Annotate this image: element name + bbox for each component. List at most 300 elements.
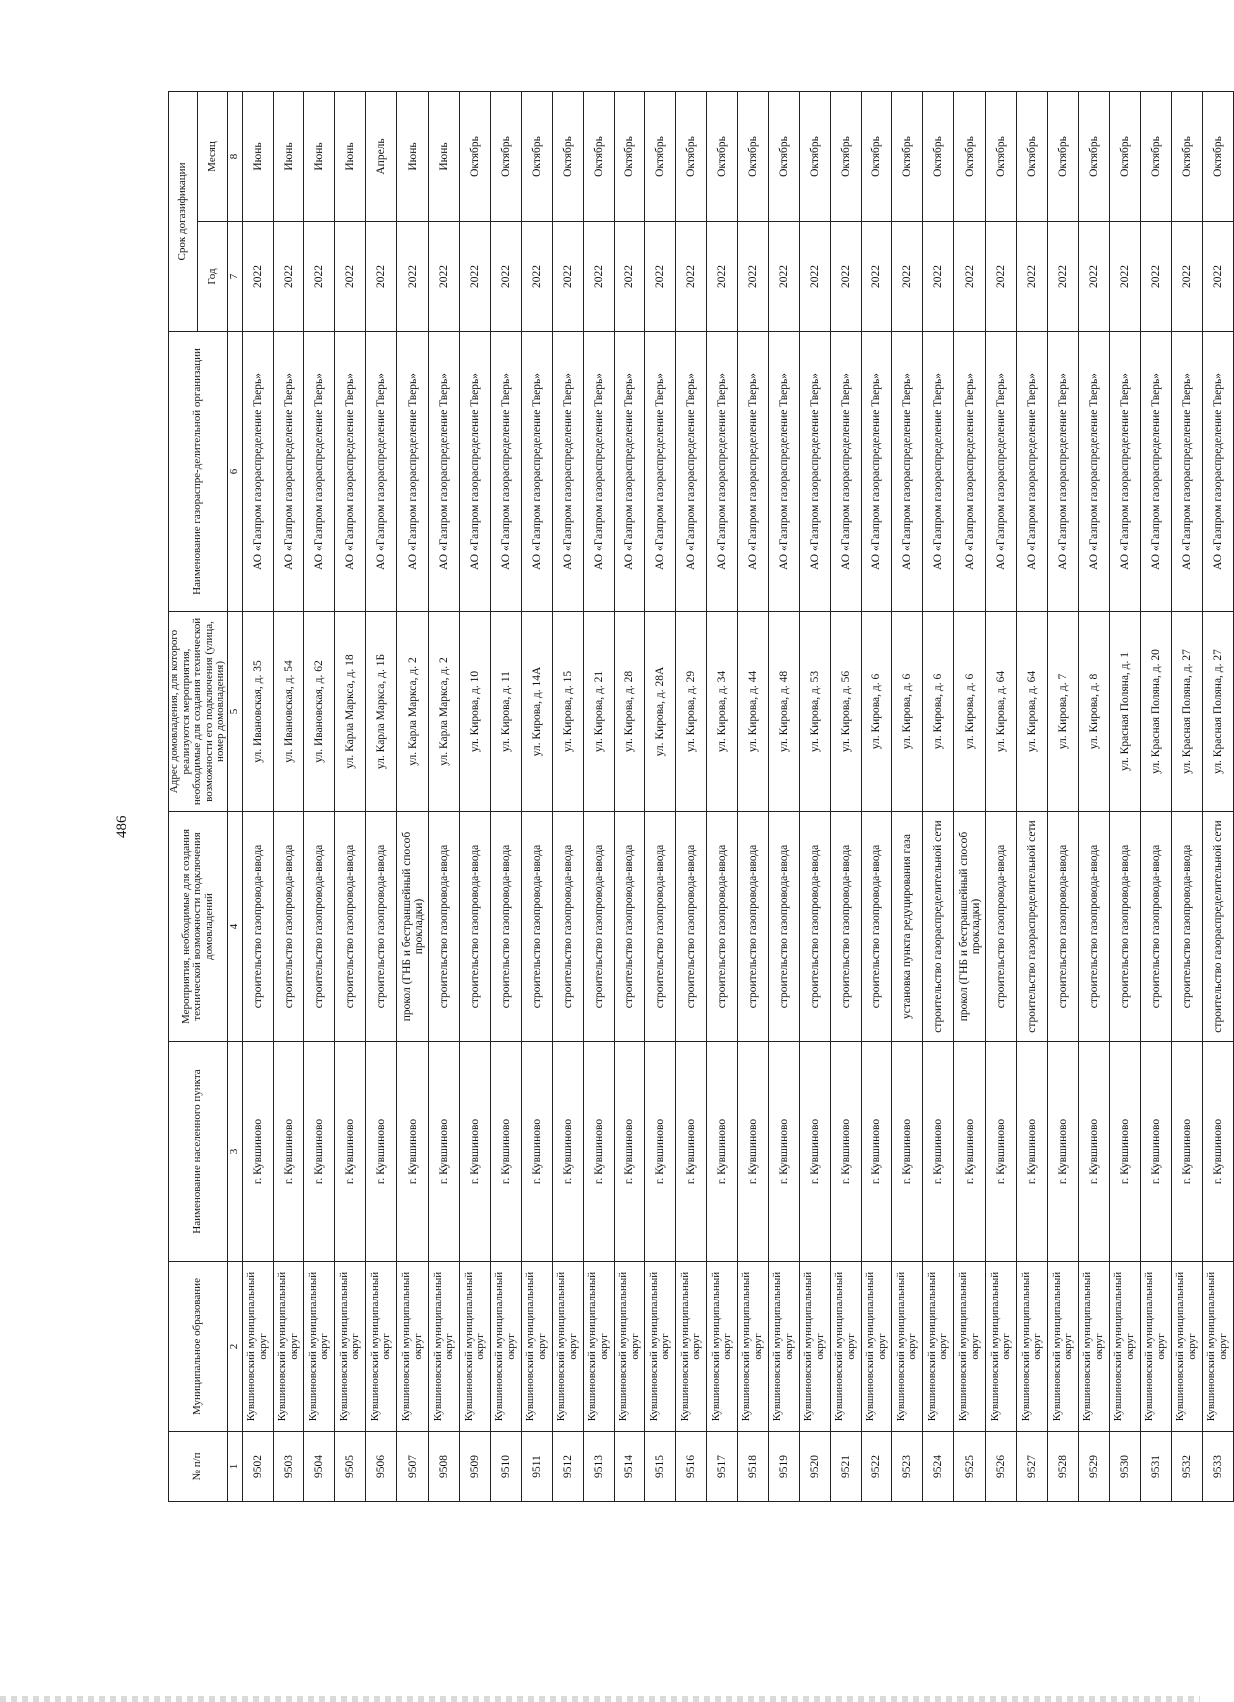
- month-cell: Октябрь: [768, 91, 799, 221]
- year-cell: 2022: [1048, 222, 1079, 332]
- address-cell: ул. Кирова, д. 64: [986, 612, 1017, 812]
- settlement-cell: г. Кувшиново: [954, 1042, 986, 1262]
- municipal-cell: Кувшиновский муниципальный округ: [460, 1262, 491, 1432]
- row-number: 9502: [242, 1432, 273, 1502]
- table-row: [242, 91, 273, 1501]
- year-cell: 2022: [923, 222, 954, 332]
- header-address: Адрес домовладения, для которого реализуются мероприятия, необходимые для создания технической возможности его подключения (улица, номер домовладения): [169, 612, 228, 812]
- row-number: 9509: [460, 1432, 491, 1502]
- address-cell: ул. Кирова, д. 15: [552, 612, 583, 812]
- settlement-cell: г. Кувшиново: [1171, 1042, 1202, 1262]
- municipal-cell: Кувшиновский муниципальный округ: [892, 1262, 923, 1432]
- event-cell: строительство газопровода-ввода: [583, 812, 614, 1042]
- event-cell: строительство газопровода-ввода: [986, 812, 1017, 1042]
- settlement-cell: г. Кувшиново: [429, 1042, 460, 1262]
- municipal-cell: Кувшиновский муниципальный округ: [1202, 1262, 1233, 1432]
- row-number: 9513: [583, 1432, 614, 1502]
- header-municipal: Муниципальное образование: [169, 1262, 228, 1432]
- municipal-cell: Кувшиновский муниципальный округ: [242, 1262, 273, 1432]
- address-cell: ул. Красная Поляна, д. 27: [1171, 612, 1202, 812]
- org-cell: АО «Газпром газораспределение Тверь»: [1048, 332, 1079, 612]
- month-cell: Июнь: [304, 91, 335, 221]
- table-row: [521, 91, 552, 1501]
- table-row: [1109, 91, 1140, 1501]
- municipal-cell: Кувшиновский муниципальный округ: [799, 1262, 830, 1432]
- column-number: 6: [227, 332, 242, 612]
- year-cell: 2022: [397, 222, 429, 332]
- municipal-cell: Кувшиновский муниципальный округ: [768, 1262, 799, 1432]
- year-cell: 2022: [583, 222, 614, 332]
- municipal-cell: Кувшиновский муниципальный округ: [676, 1262, 707, 1432]
- month-cell: Октябрь: [1017, 91, 1048, 221]
- settlement-cell: г. Кувшиново: [552, 1042, 583, 1262]
- year-cell: 2022: [892, 222, 923, 332]
- year-cell: 2022: [304, 222, 335, 332]
- org-cell: АО «Газпром газораспределение Тверь»: [614, 332, 645, 612]
- settlement-cell: г. Кувшиново: [768, 1042, 799, 1262]
- org-cell: АО «Газпром газораспределение Тверь»: [521, 332, 552, 612]
- org-cell: АО «Газпром газораспределение Тверь»: [1202, 332, 1233, 612]
- row-number: 9523: [892, 1432, 923, 1502]
- table-row: [366, 91, 397, 1501]
- municipal-cell: Кувшиновский муниципальный округ: [304, 1262, 335, 1432]
- header-year: Год: [198, 222, 227, 332]
- table-row: [676, 91, 707, 1501]
- address-cell: ул. Карла Маркса, д. 18: [335, 612, 366, 812]
- event-cell: строительство газопровода-ввода: [335, 812, 366, 1042]
- row-number: 9507: [397, 1432, 429, 1502]
- table-row: [645, 91, 676, 1501]
- table-row: [830, 91, 861, 1501]
- table-row: [614, 91, 645, 1501]
- header-org: Наименование газораспре-делительной организации: [169, 332, 228, 612]
- row-number: 9518: [738, 1432, 769, 1502]
- event-cell: строительство газопровода-ввода: [645, 812, 676, 1042]
- address-cell: ул. Кирова, д. 64: [1017, 612, 1048, 812]
- settlement-cell: г. Кувшиново: [645, 1042, 676, 1262]
- org-cell: АО «Газпром газораспределение Тверь»: [583, 332, 614, 612]
- municipal-cell: Кувшиновский муниципальный округ: [1079, 1262, 1110, 1432]
- address-cell: ул. Кирова, д. 29: [676, 612, 707, 812]
- municipal-cell: Кувшиновский муниципальный округ: [1048, 1262, 1079, 1432]
- month-cell: Октябрь: [676, 91, 707, 221]
- row-number: 9530: [1109, 1432, 1140, 1502]
- org-cell: АО «Газпром газораспределение Тверь»: [397, 332, 429, 612]
- municipal-cell: Кувшиновский муниципальный округ: [273, 1262, 304, 1432]
- event-cell: строительство газопровода-ввода: [676, 812, 707, 1042]
- column-number: 7: [227, 222, 242, 332]
- row-number: 9528: [1048, 1432, 1079, 1502]
- table-row: [1202, 91, 1233, 1501]
- event-cell: строительство газопровода-ввода: [799, 812, 830, 1042]
- settlement-cell: г. Кувшиново: [707, 1042, 738, 1262]
- org-cell: АО «Газпром газораспределение Тверь»: [1079, 332, 1110, 612]
- municipal-cell: Кувшиновский муниципальный округ: [335, 1262, 366, 1432]
- row-number: 9517: [707, 1432, 738, 1502]
- month-cell: Октябрь: [1109, 91, 1140, 221]
- settlement-cell: г. Кувшиново: [1048, 1042, 1079, 1262]
- address-cell: ул. Карла Маркса, д. 1Б: [366, 612, 397, 812]
- year-cell: 2022: [521, 222, 552, 332]
- month-cell: Октябрь: [1079, 91, 1110, 221]
- municipal-cell: Кувшиновский муниципальный округ: [614, 1262, 645, 1432]
- event-cell: строительство газопровода-ввода: [521, 812, 552, 1042]
- month-cell: Октябрь: [954, 91, 986, 221]
- table-row: [892, 91, 923, 1501]
- address-cell: ул. Кирова, д. 28А: [645, 612, 676, 812]
- municipal-cell: Кувшиновский муниципальный округ: [738, 1262, 769, 1432]
- address-cell: ул. Красная Поляна, д. 27: [1202, 612, 1233, 812]
- year-cell: 2022: [1109, 222, 1140, 332]
- address-cell: ул. Кирова, д. 53: [799, 612, 830, 812]
- year-cell: 2022: [799, 222, 830, 332]
- table-row: [768, 91, 799, 1501]
- event-cell: строительство газопровода-ввода: [242, 812, 273, 1042]
- org-cell: АО «Газпром газораспределение Тверь»: [1109, 332, 1140, 612]
- org-cell: АО «Газпром газораспределение Тверь»: [1171, 332, 1202, 612]
- address-cell: ул. Кирова, д. 6: [923, 612, 954, 812]
- event-cell: строительство газопровода-ввода: [1048, 812, 1079, 1042]
- address-cell: ул. Кирова, д. 6: [954, 612, 986, 812]
- row-number: 9516: [676, 1432, 707, 1502]
- settlement-cell: г. Кувшиново: [397, 1042, 429, 1262]
- month-cell: Октябрь: [521, 91, 552, 221]
- event-cell: строительство газопровода-ввода: [768, 812, 799, 1042]
- month-cell: Октябрь: [1202, 91, 1233, 221]
- org-cell: АО «Газпром газораспределение Тверь»: [429, 332, 460, 612]
- table-row: [1079, 91, 1110, 1501]
- org-cell: АО «Газпром газораспределение Тверь»: [1017, 332, 1048, 612]
- header-settlement: Наименование населенного пункта: [169, 1042, 228, 1262]
- settlement-cell: г. Кувшиново: [242, 1042, 273, 1262]
- event-cell: строительство газопровода-ввода: [614, 812, 645, 1042]
- address-cell: ул. Красная Поляна, д. 20: [1140, 612, 1171, 812]
- event-cell: прокол (ГНБ и бестраншейный способ прокладки): [397, 812, 429, 1042]
- address-cell: ул. Кирова, д. 48: [768, 612, 799, 812]
- org-cell: АО «Газпром газораспределение Тверь»: [738, 332, 769, 612]
- settlement-cell: г. Кувшиново: [583, 1042, 614, 1262]
- settlement-cell: г. Кувшиново: [676, 1042, 707, 1262]
- month-cell: Июнь: [335, 91, 366, 221]
- table-row: [986, 91, 1017, 1501]
- org-cell: АО «Газпром газораспределение Тверь»: [273, 332, 304, 612]
- row-number: 9512: [552, 1432, 583, 1502]
- municipal-cell: Кувшиновский муниципальный округ: [521, 1262, 552, 1432]
- event-cell: строительство газопровода-ввода: [552, 812, 583, 1042]
- column-number: 1: [227, 1432, 242, 1502]
- row-number: 9531: [1140, 1432, 1171, 1502]
- org-cell: АО «Газпром газораспределение Тверь»: [676, 332, 707, 612]
- municipal-cell: Кувшиновский муниципальный округ: [830, 1262, 861, 1432]
- event-cell: строительство газопровода-ввода: [491, 812, 522, 1042]
- municipal-cell: Кувшиновский муниципальный округ: [366, 1262, 397, 1432]
- event-cell: строительство газопровода-ввода: [273, 812, 304, 1042]
- month-cell: Октябрь: [861, 91, 892, 221]
- table-row: [1171, 91, 1202, 1501]
- municipal-cell: Кувшиновский муниципальный округ: [552, 1262, 583, 1432]
- table-row: [1017, 91, 1048, 1501]
- year-cell: 2022: [830, 222, 861, 332]
- table-row: [799, 91, 830, 1501]
- settlement-cell: г. Кувшиново: [892, 1042, 923, 1262]
- year-cell: 2022: [273, 222, 304, 332]
- org-cell: АО «Газпром газораспределение Тверь»: [923, 332, 954, 612]
- event-cell: прокол (ГНБ и бестраншейный способ прокладки): [954, 812, 986, 1042]
- row-number: 9533: [1202, 1432, 1233, 1502]
- year-cell: 2022: [954, 222, 986, 332]
- row-number: 9532: [1171, 1432, 1202, 1502]
- table-row: [491, 91, 522, 1501]
- event-cell: строительство газопровода-ввода: [304, 812, 335, 1042]
- column-number: 4: [227, 812, 242, 1042]
- address-cell: ул. Кирова, д. 10: [460, 612, 491, 812]
- header-event: Мероприятия, необходимые для создания технической возможности подключения домовладений: [169, 812, 228, 1042]
- settlement-cell: г. Кувшиново: [1109, 1042, 1140, 1262]
- table-row: [304, 91, 335, 1501]
- year-cell: 2022: [1202, 222, 1233, 332]
- address-cell: ул. Кирова, д. 8: [1079, 612, 1110, 812]
- org-cell: АО «Газпром газораспределение Тверь»: [335, 332, 366, 612]
- settlement-cell: г. Кувшиново: [986, 1042, 1017, 1262]
- year-cell: 2022: [1140, 222, 1171, 332]
- settlement-cell: г. Кувшиново: [861, 1042, 892, 1262]
- year-cell: 2022: [768, 222, 799, 332]
- address-cell: ул. Кирова, д. 34: [707, 612, 738, 812]
- event-cell: строительство газопровода-ввода: [429, 812, 460, 1042]
- month-cell: Октябрь: [1171, 91, 1202, 221]
- municipal-cell: Кувшиновский муниципальный округ: [1017, 1262, 1048, 1432]
- address-cell: ул. Кирова, д. 14А: [521, 612, 552, 812]
- year-cell: 2022: [335, 222, 366, 332]
- year-cell: 2022: [614, 222, 645, 332]
- month-cell: Октябрь: [923, 91, 954, 221]
- table-row: [707, 91, 738, 1501]
- month-cell: Октябрь: [583, 91, 614, 221]
- table-row: [583, 91, 614, 1501]
- settlement-cell: г. Кувшиново: [1079, 1042, 1110, 1262]
- row-number: 9510: [491, 1432, 522, 1502]
- month-cell: Июнь: [242, 91, 273, 221]
- org-cell: АО «Газпром газораспределение Тверь»: [799, 332, 830, 612]
- month-cell: Июнь: [397, 91, 429, 221]
- row-number: 9527: [1017, 1432, 1048, 1502]
- row-number: 9514: [614, 1432, 645, 1502]
- month-cell: Октябрь: [738, 91, 769, 221]
- municipal-cell: Кувшиновский муниципальный округ: [1140, 1262, 1171, 1432]
- municipal-cell: Кувшиновский муниципальный округ: [954, 1262, 986, 1432]
- scan-edge-artifact: [0, 1696, 1200, 1702]
- row-number: 9506: [366, 1432, 397, 1502]
- year-cell: 2022: [242, 222, 273, 332]
- row-number: 9524: [923, 1432, 954, 1502]
- column-number: 5: [227, 612, 242, 812]
- municipal-cell: Кувшиновский муниципальный округ: [923, 1262, 954, 1432]
- municipal-cell: Кувшиновский муниципальный округ: [397, 1262, 429, 1432]
- settlement-cell: г. Кувшиново: [366, 1042, 397, 1262]
- row-number: 9522: [861, 1432, 892, 1502]
- year-cell: 2022: [676, 222, 707, 332]
- address-cell: ул. Кирова, д. 28: [614, 612, 645, 812]
- event-cell: строительство газопровода-ввода: [1171, 812, 1202, 1042]
- settlement-cell: г. Кувшиново: [738, 1042, 769, 1262]
- year-cell: 2022: [707, 222, 738, 332]
- address-cell: ул. Карла Маркса, д. 2: [429, 612, 460, 812]
- month-cell: Октябрь: [614, 91, 645, 221]
- org-cell: АО «Газпром газораспределение Тверь»: [304, 332, 335, 612]
- municipal-cell: Кувшиновский муниципальный округ: [707, 1262, 738, 1432]
- settlement-cell: г. Кувшиново: [521, 1042, 552, 1262]
- year-cell: 2022: [645, 222, 676, 332]
- table-row: [923, 91, 954, 1501]
- table-row: [397, 91, 429, 1501]
- month-cell: Октябрь: [707, 91, 738, 221]
- settlement-cell: г. Кувшиново: [1140, 1042, 1171, 1262]
- row-number: 9504: [304, 1432, 335, 1502]
- org-cell: АО «Газпром газораспределение Тверь»: [861, 332, 892, 612]
- table-row: [273, 91, 304, 1501]
- month-cell: Октябрь: [1048, 91, 1079, 221]
- month-cell: Октябрь: [830, 91, 861, 221]
- event-cell: строительство газопровода-ввода: [1109, 812, 1140, 1042]
- year-cell: 2022: [366, 222, 397, 332]
- org-cell: АО «Газпром газораспределение Тверь»: [460, 332, 491, 612]
- month-cell: Октябрь: [460, 91, 491, 221]
- municipal-cell: Кувшиновский муниципальный округ: [986, 1262, 1017, 1432]
- column-number: 8: [227, 91, 242, 221]
- event-cell: строительство газораспределительной сети: [923, 812, 954, 1042]
- table-row: [861, 91, 892, 1501]
- municipal-cell: Кувшиновский муниципальный округ: [861, 1262, 892, 1432]
- org-cell: АО «Газпром газораспределение Тверь»: [954, 332, 986, 612]
- address-cell: ул. Кирова, д. 21: [583, 612, 614, 812]
- address-cell: ул. Ивановская, д. 62: [304, 612, 335, 812]
- rotated-table-container: [168, 92, 1229, 1502]
- year-cell: 2022: [552, 222, 583, 332]
- table-row: [335, 91, 366, 1501]
- year-cell: 2022: [986, 222, 1017, 332]
- address-cell: ул. Карла Маркса, д. 2: [397, 612, 429, 812]
- municipal-cell: Кувшиновский муниципальный округ: [491, 1262, 522, 1432]
- year-cell: 2022: [429, 222, 460, 332]
- settlement-cell: г. Кувшиново: [614, 1042, 645, 1262]
- row-number: 9526: [986, 1432, 1017, 1502]
- column-number: 3: [227, 1042, 242, 1262]
- event-cell: строительство газопровода-ввода: [1140, 812, 1171, 1042]
- org-cell: АО «Газпром газораспределение Тверь»: [645, 332, 676, 612]
- address-cell: ул. Кирова, д. 6: [861, 612, 892, 812]
- event-cell: строительство газопровода-ввода: [861, 812, 892, 1042]
- month-cell: Июнь: [273, 91, 304, 221]
- row-number: 9519: [768, 1432, 799, 1502]
- month-cell: Октябрь: [645, 91, 676, 221]
- month-cell: Октябрь: [986, 91, 1017, 221]
- row-number: 9525: [954, 1432, 986, 1502]
- event-cell: строительство газопровода-ввода: [830, 812, 861, 1042]
- settlement-cell: г. Кувшиново: [335, 1042, 366, 1262]
- year-cell: 2022: [861, 222, 892, 332]
- org-cell: АО «Газпром газораспределение Тверь»: [892, 332, 923, 612]
- column-number: 2: [227, 1262, 242, 1432]
- gasification-table: [168, 91, 1234, 1502]
- table-row: [460, 91, 491, 1501]
- municipal-cell: Кувшиновский муниципальный округ: [429, 1262, 460, 1432]
- header-deadline: Срок догазификации: [169, 91, 198, 331]
- address-cell: ул. Кирова, д. 11: [491, 612, 522, 812]
- year-cell: 2022: [1079, 222, 1110, 332]
- settlement-cell: г. Кувшиново: [273, 1042, 304, 1262]
- event-cell: строительство газопровода-ввода: [366, 812, 397, 1042]
- table-body: [227, 91, 1233, 1501]
- municipal-cell: Кувшиновский муниципальный округ: [583, 1262, 614, 1432]
- year-cell: 2022: [491, 222, 522, 332]
- address-cell: ул. Кирова, д. 44: [738, 612, 769, 812]
- month-cell: Апрель: [366, 91, 397, 221]
- row-number: 9511: [521, 1432, 552, 1502]
- settlement-cell: г. Кувшиново: [460, 1042, 491, 1262]
- event-cell: строительство газопровода-ввода: [738, 812, 769, 1042]
- municipal-cell: Кувшиновский муниципальный округ: [1109, 1262, 1140, 1432]
- month-cell: Октябрь: [491, 91, 522, 221]
- settlement-cell: г. Кувшиново: [304, 1042, 335, 1262]
- row-number: 9520: [799, 1432, 830, 1502]
- header-row: [169, 91, 198, 1501]
- table-row: [552, 91, 583, 1501]
- org-cell: АО «Газпром газораспределение Тверь»: [707, 332, 738, 612]
- row-number: 9529: [1079, 1432, 1110, 1502]
- municipal-cell: Кувшиновский муниципальный округ: [1171, 1262, 1202, 1432]
- address-cell: ул. Ивановская, д. 54: [273, 612, 304, 812]
- table-row: [429, 91, 460, 1501]
- org-cell: АО «Газпром газораспределение Тверь»: [1140, 332, 1171, 612]
- org-cell: АО «Газпром газораспределение Тверь»: [986, 332, 1017, 612]
- event-cell: строительство газопровода-ввода: [707, 812, 738, 1042]
- column-number-row: [227, 91, 242, 1501]
- address-cell: ул. Ивановская, д. 35: [242, 612, 273, 812]
- org-cell: АО «Газпром газораспределение Тверь»: [830, 332, 861, 612]
- month-cell: Октябрь: [799, 91, 830, 221]
- table-row: [1048, 91, 1079, 1501]
- settlement-cell: г. Кувшиново: [491, 1042, 522, 1262]
- event-cell: строительство газопровода-ввода: [460, 812, 491, 1042]
- year-cell: 2022: [1017, 222, 1048, 332]
- table-row: [954, 91, 986, 1501]
- month-cell: Июнь: [429, 91, 460, 221]
- org-cell: АО «Газпром газораспределение Тверь»: [242, 332, 273, 612]
- year-cell: 2022: [460, 222, 491, 332]
- event-cell: строительство газораспределительной сети: [1017, 812, 1048, 1042]
- municipal-cell: Кувшиновский муниципальный округ: [645, 1262, 676, 1432]
- settlement-cell: г. Кувшиново: [799, 1042, 830, 1262]
- org-cell: АО «Газпром газораспределение Тверь»: [491, 332, 522, 612]
- address-cell: ул. Кирова, д. 56: [830, 612, 861, 812]
- settlement-cell: г. Кувшиново: [1202, 1042, 1233, 1262]
- header-no: № п/п: [169, 1432, 228, 1502]
- org-cell: АО «Газпром газораспределение Тверь»: [768, 332, 799, 612]
- year-cell: 2022: [738, 222, 769, 332]
- year-cell: 2022: [1171, 222, 1202, 332]
- settlement-cell: г. Кувшиново: [830, 1042, 861, 1262]
- row-number: 9505: [335, 1432, 366, 1502]
- header-month: Месяц: [198, 91, 227, 221]
- page-number: 486: [114, 815, 130, 838]
- org-cell: АО «Газпром газораспределение Тверь»: [552, 332, 583, 612]
- row-number: 9515: [645, 1432, 676, 1502]
- month-cell: Октябрь: [552, 91, 583, 221]
- month-cell: Октябрь: [892, 91, 923, 221]
- event-cell: строительство газопровода-ввода: [1079, 812, 1110, 1042]
- row-number: 9508: [429, 1432, 460, 1502]
- org-cell: АО «Газпром газораспределение Тверь»: [366, 332, 397, 612]
